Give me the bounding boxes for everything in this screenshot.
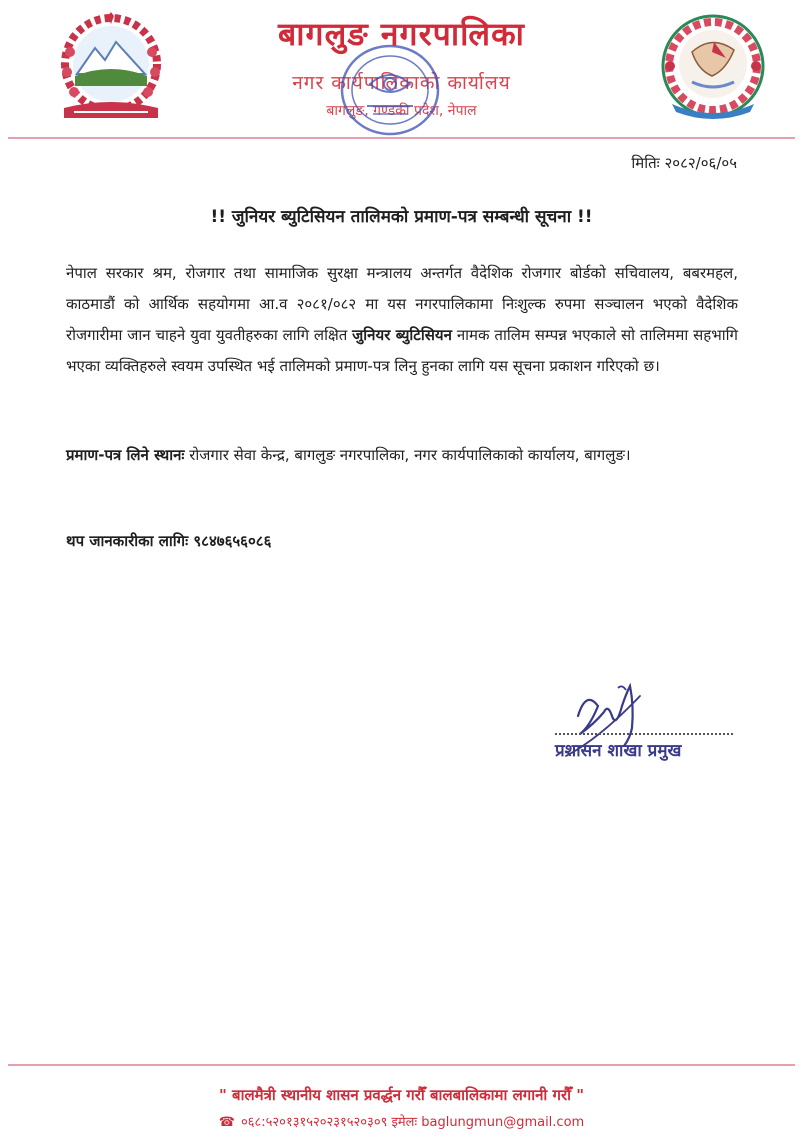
- org-title: बागलुङ नगरपालिका: [278, 15, 525, 53]
- notice-title: !! जुनियर ब्युटिसियन तालिमको प्रमाण-पत्र सम्बन्धी सूचना !!: [210, 207, 593, 227]
- footer-phones: ०६८:५२०१३१५२०२३१५२०३०९: [241, 1115, 388, 1130]
- training-name: जुनियर ब्युटिसियन: [352, 326, 452, 344]
- body-text-after: नामक तालिम सम्पन्न भएकाले सो तालिममा सहभागि भएका व्यक्तिहरुले स्वयम उपस्थित भई तालिमको प्रमाण-पत्र लिनु हुनका लागि यस सूचना प्रकाशन गरिएको छ।: [66, 326, 738, 375]
- date-label: मितिः: [631, 154, 660, 172]
- header-divider: [8, 137, 795, 139]
- signatory-title: प्रशासन शाखा प्रमुख: [555, 741, 682, 761]
- office-address: बागलुङ, गण्डकी प्रदेश, नेपाल: [326, 103, 477, 119]
- footer-contact: [60, 1112, 743, 1134]
- footer-slogan: " बालमैत्री स्थानीय शासन प्रवर्द्धन गरौँ बालबालिकामा लगानी गरौँ ": [218, 1086, 585, 1104]
- signature-dotted-line: [555, 733, 733, 735]
- notice-date: [631, 152, 737, 174]
- seal-stamp-icon: [337, 40, 443, 140]
- place-value: रोजगार सेवा केन्द्र, बागलुङ नगरपालिका, नगर कार्यपालिकाको कार्यालय, बागलुङ।: [184, 446, 631, 464]
- contact-label: थप जानकारीका लागिः: [66, 532, 189, 550]
- office-name: नगर कार्यपालिकाको कार्यालय: [292, 72, 511, 94]
- municipality-logo-icon: [652, 12, 774, 124]
- body-text-before: नेपाल सरकार श्रम, रोजगार तथा सामाजिक सुरक्षा मन्त्रालय अन्तर्गत वैदेशिक रोजगार बोर्डको सचिवालय, बबरमहल, काठमाडौं को आर्थिक सहयोगमा आ.व २०८१/०८२ मा यस नगरपालिकामा निःशुल्क रुपमा सञ्चालन भएको वैदेशिक रोजगारीमा जान चाहने युवा युवतीहरुका लागि लक्षित: [66, 264, 738, 344]
- footer-divider: [8, 1064, 795, 1066]
- contact-paragraph: [66, 526, 738, 557]
- telephone-icon: ☎: [218, 1115, 235, 1130]
- contact-number: ९८४७६५६०८६: [188, 532, 272, 550]
- certificate-place-paragraph: [66, 440, 738, 471]
- footer-email[interactable]: baglungmun@gmail.com: [421, 1115, 585, 1130]
- date-value: २०८२/०६/०५: [664, 154, 737, 172]
- notice-body-paragraph: [66, 258, 738, 382]
- footer-email-label: इमेलः: [391, 1115, 418, 1130]
- place-label: प्रमाण-पत्र लिने स्थानः: [66, 446, 185, 464]
